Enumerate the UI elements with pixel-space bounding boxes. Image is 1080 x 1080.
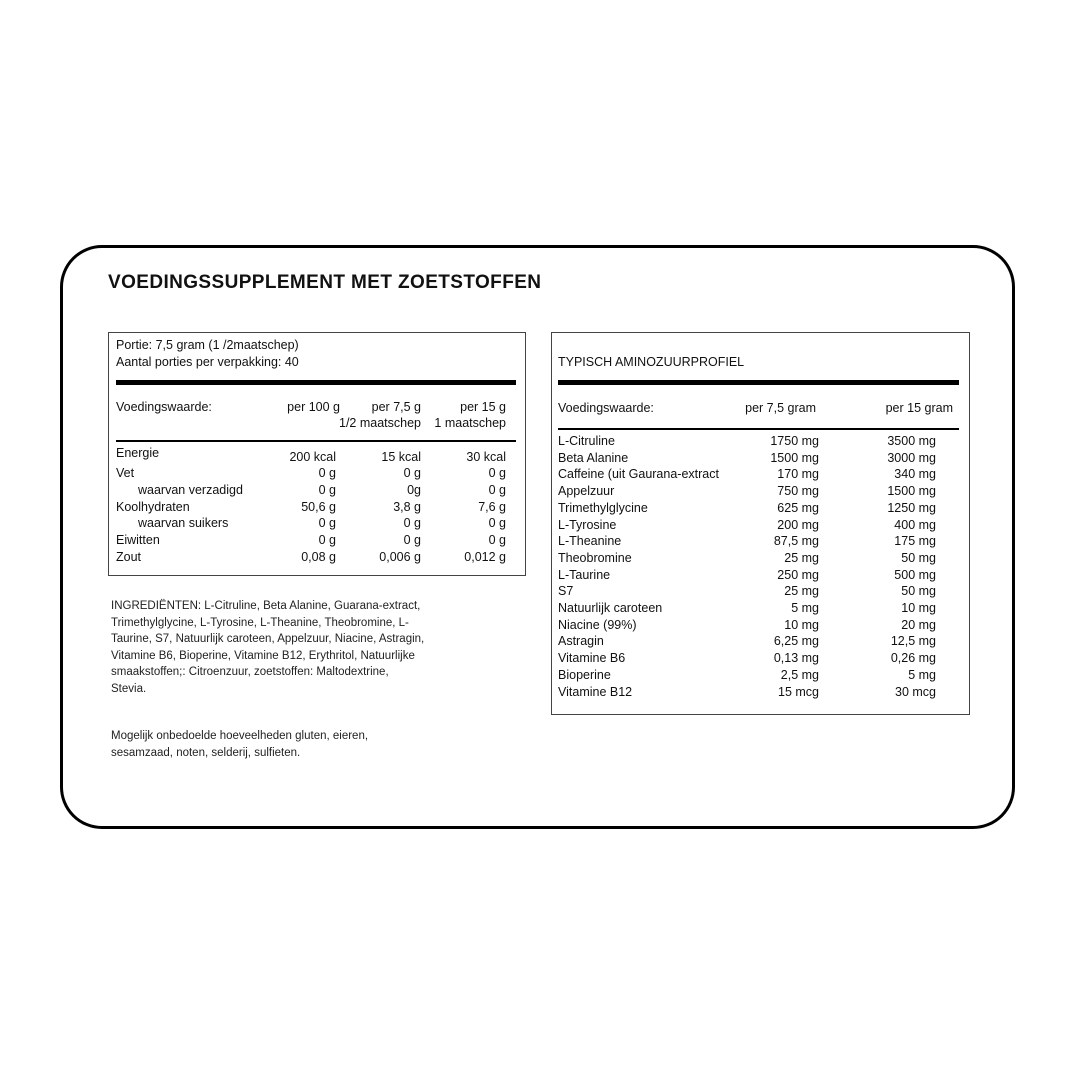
amino-row-value-7-5g: 15 mcg [778,684,819,699]
amino-row-value-7-5g: 170 mg [777,467,819,482]
amino-row-name: Natuurlijk caroteen [558,601,663,615]
nutrition-header-label: Voedingswaarde: [116,400,212,414]
nutrition-row-value-15g: 0 g [488,483,506,497]
nutrition-divider-thin [116,440,516,442]
nutrition-row-value-7-5g: 0 g [403,516,421,530]
nutrition-row-value-15g: 7,6 g [478,500,506,514]
servings-text: Aantal porties per verpakking: 40 [116,355,299,369]
amino-row-name: Theobromine [558,550,632,565]
nutrition-row-value-100g: 0 g [318,533,336,547]
amino-header-label: Voedingswaarde: [558,401,654,415]
ingredients-line: Vitamine B6, Bioperine, Vitamine B12, Erythritol, Natuurlijke [111,649,415,662]
amino-row-name: Astragin [558,634,604,649]
nutrition-row-value-100g: 0 g [318,466,336,480]
amino-divider-thick [558,380,959,385]
ingredients-line: Stevia. [111,682,147,695]
amino-row-value-15g: 50 mg [901,550,936,565]
amino-row-value-15g: 1500 mg [887,484,936,499]
nutrition-row-name: waarvan suikers [138,516,229,530]
nutrition-row-value-100g: 200 kcal [289,450,336,464]
allergens-text [111,728,368,761]
nutrition-row-value-15g: 30 kcal [466,450,506,464]
ingredients-text [111,598,424,697]
amino-row-name: Beta Alanine [558,450,629,465]
amino-row-name: L-Theanine [558,534,622,549]
amino-row-value-7-5g: 6,25 mg [773,634,819,649]
amino-row-value-7-5g: 10 mg [784,617,819,632]
amino-row-name: Vitamine B6 [558,651,626,666]
amino-row-value-15g: 30 mcg [895,684,936,699]
amino-row-value-15g: 3500 mg [887,434,936,448]
nutrition-row-value-7-5g: 0,006 g [379,550,421,564]
amino-row-name: L-Tyrosine [558,517,617,532]
amino-row-value-7-5g: 750 mg [777,484,819,499]
nutrition-col2-header: per 7,5 g [371,400,421,414]
amino-row-name: Vitamine B12 [558,684,633,699]
amino-divider-thin [558,428,959,430]
nutrition-row-value-15g: 0 g [488,516,506,530]
nutrition-divider-thick [116,380,516,385]
nutrition-row-value-100g: 0 g [318,516,336,530]
amino-row-value-7-5g: 250 mg [777,567,819,582]
portion-text: Portie: 7,5 gram (1 /2maatschep) [116,338,299,352]
amino-title: TYPISCH AMINOZUURPROFIEL [558,355,745,369]
amino-row-value-7-5g: 1750 mg [770,434,819,448]
nutrition-row-name: Zout [116,550,142,564]
amino-row-value-7-5g: 87,5 mg [773,534,819,549]
nutrition-col1-header: per 100 g [287,400,340,414]
amino-row-name: Appelzuur [558,484,615,499]
amino-row-value-15g: 5 mg [908,667,936,682]
amino-row-value-7-5g: 2,5 mg [780,667,819,682]
amino-row-value-15g: 0,26 mg [890,651,936,666]
nutrition-row-value-100g: 0 g [318,483,336,497]
nutrition-row-name: Energie [116,446,160,460]
ingredients-line: INGREDIËNTEN: L-Citruline, Beta Alanine, Guarana-extract, [111,600,421,612]
nutrition-row-value-7-5g: 0 g [403,533,421,547]
amino-row-value-15g: 340 mg [894,467,936,482]
amino-row-name: L-Citruline [558,434,615,448]
nutrition-row-name: Koolhydraten [116,500,190,514]
nutrition-row-value-100g: 50,6 g [301,500,336,514]
nutrition-row-name: Vet [116,466,135,480]
nutrition-col3-header: per 15 g [460,400,506,414]
nutrition-row-name: waarvan verzadigd [138,483,243,497]
amino-row-value-7-5g: 0,13 mg [773,651,819,666]
amino-row-value-7-5g: 1500 mg [770,450,819,465]
amino-row-value-15g: 400 mg [894,517,936,532]
amino-row-value-15g: 1250 mg [887,500,936,515]
nutrition-row-value-7-5g: 0g [407,483,421,497]
nutrition-row-value-15g: 0 g [488,466,506,480]
allergens-line: Mogelijk onbedoelde hoeveelheden gluten, eieren, [111,730,369,742]
amino-row-value-7-5g: 25 mg [784,550,819,565]
allergens-line: sesamzaad, noten, selderij, sulfieten. [111,746,301,759]
amino-row-value-7-5g: 25 mg [784,584,819,599]
amino-row-value-15g: 175 mg [894,534,936,549]
nutrition-row-value-7-5g: 3,8 g [393,500,421,514]
amino-row-value-15g: 10 mg [901,601,936,615]
nutrition-row-name: Eiwitten [116,533,160,547]
amino-row-value-15g: 20 mg [901,617,936,632]
amino-row-value-7-5g: 625 mg [777,500,819,515]
amino-row-value-7-5g: 200 mg [777,517,819,532]
nutrition-row-value-15g: 0,012 g [464,550,506,564]
ingredients-line: Taurine, S7, Natuurlijk caroteen, Appelzuur, Niacine, Astragin, [111,633,425,645]
amino-row-name: Niacine (99%) [558,617,637,632]
ingredients-line: Trimethylglycine, L-Tyrosine, L-Theanine, Theobromine, L- [111,616,409,629]
amino-row-value-15g: 3000 mg [887,450,936,465]
amino-row-name: L-Taurine [558,567,611,582]
nutrition-col2-sub: 1/2 maatschep [339,416,421,430]
nutrition-row-value-15g: 0 g [488,533,506,547]
amino-col1-header: per 7,5 gram [745,401,816,415]
amino-row-name: Caffeine (uit Gaurana-extract [558,467,719,482]
ingredients-line: smaakstoffen;: Citroenzuur, zoetstoffen: Maltodextrine, [111,666,389,678]
amino-row-name: S7 [558,584,574,599]
nutrition-row-value-7-5g: 15 kcal [381,450,421,464]
nutrition-row-value-7-5g: 0 g [403,466,421,480]
amino-row-name: Trimethylglycine [558,500,648,515]
nutrition-col3-sub: 1 maatschep [434,416,506,430]
page-title: VOEDINGSSUPPLEMENT MET ZOETSTOFFEN [108,272,542,293]
amino-row-value-15g: 500 mg [894,567,936,582]
amino-row-value-7-5g: 5 mg [791,601,819,615]
nutrition-row-value-100g: 0,08 g [301,550,336,564]
amino-row-value-15g: 12,5 mg [890,634,936,649]
amino-row-value-15g: 50 mg [901,584,936,599]
amino-col2-header: per 15 gram [885,401,953,415]
amino-row-name: Bioperine [558,667,611,682]
